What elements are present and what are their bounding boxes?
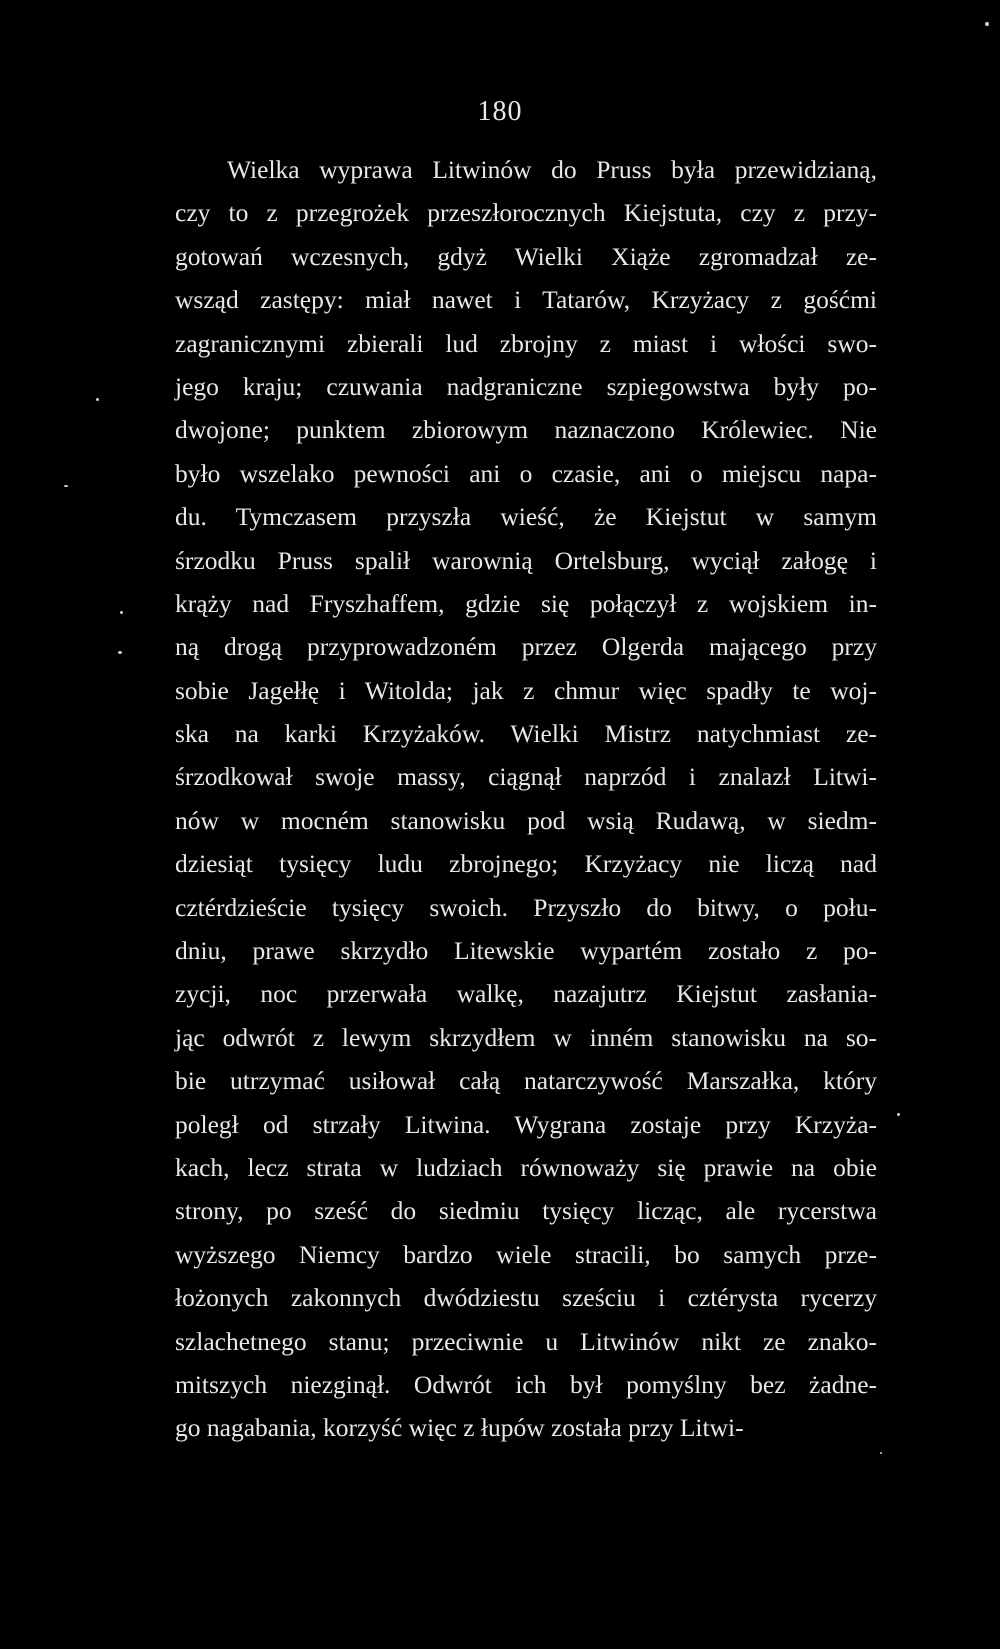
text-line: śrzodkował swoje massy, ciągnął naprzód i znalazł Litwi- (175, 762, 877, 792)
text-line: nów w mocném stanowisku pod wsią Rudawą, w siedm- (175, 805, 877, 835)
text-line: łożonych zakonnych dwódziestu sześciu i cztérysta rycerzy (175, 1283, 877, 1313)
text-line: jego kraju; czuwania nadgraniczne szpiegowstwa były po- (175, 371, 877, 401)
text-line: dwojone; punktem zbiorowym naznaczono Królewiec. Nie (175, 415, 877, 445)
scan-speck (64, 485, 68, 487)
text-line: bie utrzymać usiłował całą natarczywość Marszałka, który (175, 1066, 877, 1096)
text-line: zagranicznymi zbierali lud zbrojny z miast i włości swo- (175, 328, 877, 358)
scan-speck (985, 22, 989, 26)
scan-speck (120, 611, 123, 614)
text-line: poległ od strzały Litwina. Wygrana zostaje przy Krzyża- (175, 1109, 877, 1139)
text-line: mitszych niezginął. Odwrót ich był pomyślny bez żadne- (175, 1369, 877, 1399)
scan-speck (118, 651, 122, 654)
text-line: dziesiąt tysięcy ludu zbrojnego; Krzyżacy nie liczą nad (175, 849, 877, 879)
text-line: gotowań wczesnych, gdyż Wielki Xiąże zgromadzał ze- (175, 241, 877, 271)
body-paragraph (175, 148, 877, 1450)
text-line: sobie Jagełłę i Witolda; jak z chmur więc spadły te woj- (175, 675, 877, 705)
text-line: strony, po sześć do siedmiu tysięcy licząc, ale rycerstwa (175, 1196, 877, 1226)
text-line: zycji, noc przerwała walkę, nazajutrz Kiejstut zasłania- (175, 979, 877, 1009)
text-line: krąży nad Fryszhaffem, gdzie się połączył z wojskiem in- (175, 588, 877, 618)
text-line: dniu, prawe skrzydło Litewskie wypartém zostało z po- (175, 936, 877, 966)
text-line: wyższego Niemcy bardzo wiele stracili, bo samych prze- (175, 1239, 877, 1269)
text-line: szlachetnego stanu; przeciwnie u Litwinów nikt ze znako- (175, 1326, 877, 1356)
text-line: czy to z przegrożek przeszłorocznych Kiejstuta, czy z przy- (175, 198, 877, 228)
page-number: 180 (477, 96, 523, 127)
text-line: ska na karki Krzyżaków. Wielki Mistrz natychmiast ze- (175, 719, 877, 749)
text-line: go nagabania, korzyść więc z łupów została przy Litwi- (175, 1413, 744, 1443)
text-line: ną drogą przyprowadzoném przez Olgerda mającego przy (175, 632, 877, 662)
text-line: du. Tymczasem przyszła wieść, że Kiejstut w samym (175, 502, 877, 532)
text-line: jąc odwrót z lewym skrzydłem w inném stanowisku na so- (175, 1022, 877, 1052)
text-line: wsząd zastępy: miał nawet i Tatarów, Krzyżacy z gośćmi (175, 285, 877, 315)
scan-speck (880, 1452, 882, 1454)
text-line: kach, lecz strata w ludziach równoważy się prawie na obie (175, 1152, 877, 1182)
scan-speck (96, 398, 99, 401)
text-line: śrzodku Pruss spalił warownią Ortelsburg, wyciął załogę i (175, 545, 877, 575)
text-line: było wszelako pewności ani o czasie, ani o miejscu napa- (175, 458, 877, 488)
text-line: cztérdzieście tysięcy swoich. Przyszło do bitwy, o połu- (175, 892, 877, 922)
text-line: Wielka wyprawa Litwinów do Pruss była przewidzianą, (227, 155, 877, 184)
scan-speck (897, 1113, 900, 1116)
